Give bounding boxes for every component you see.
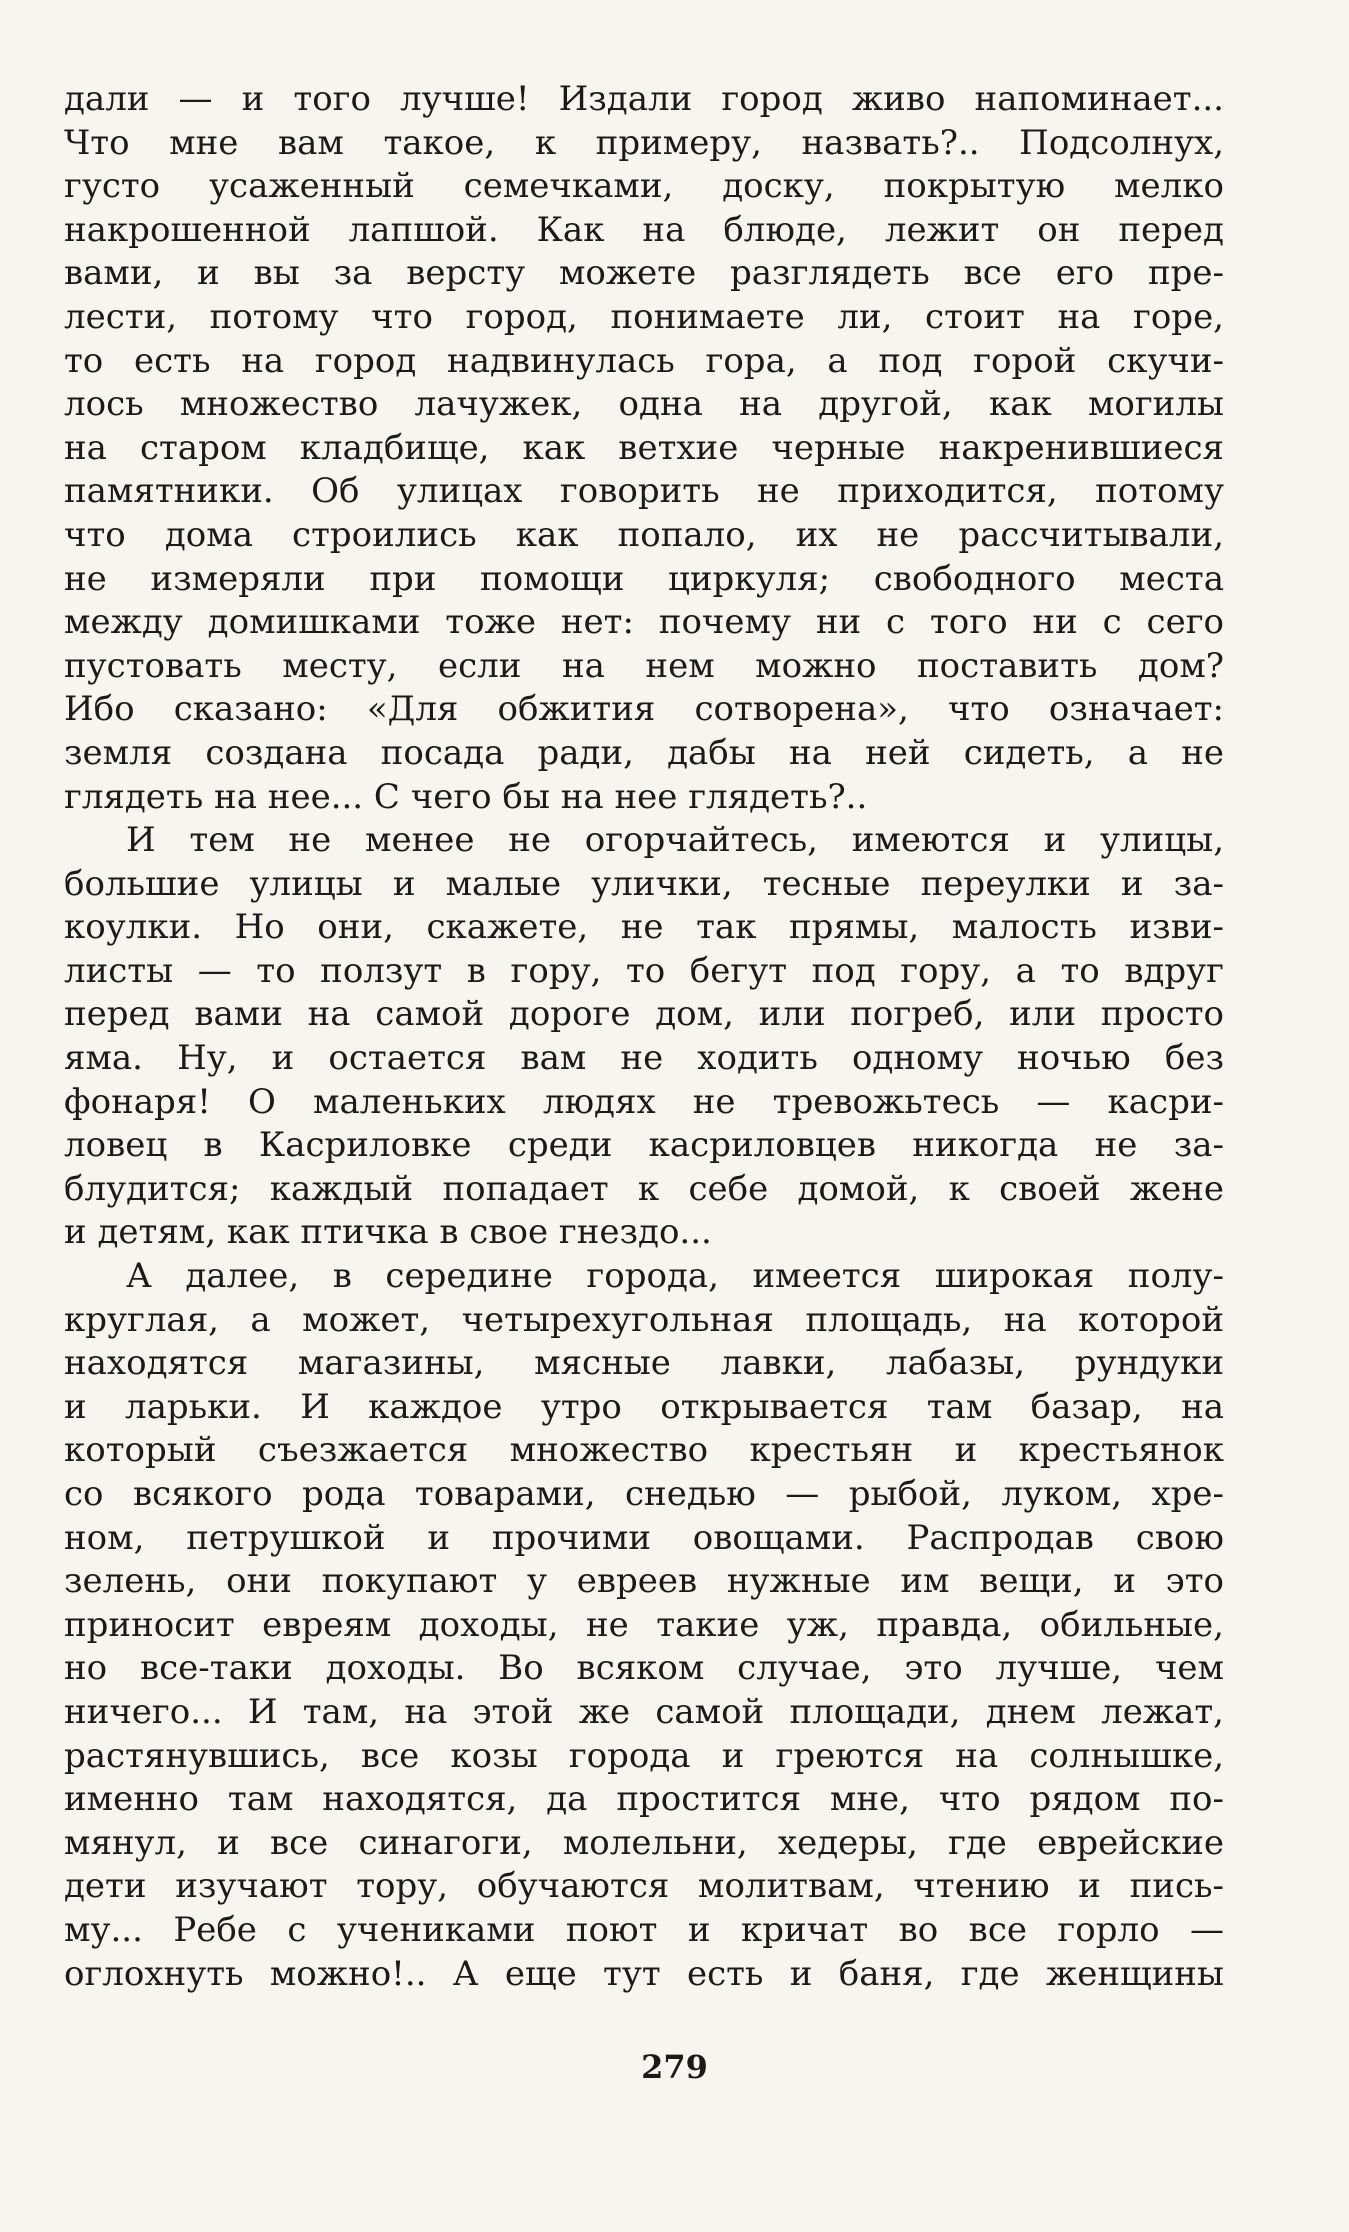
text-line: приносит евреям доходы, не такие уж, правда, обильные, (64, 1604, 1224, 1645)
text-line: круглая, а может, четырехугольная площадь, на которой (64, 1299, 1224, 1340)
text-line: именно там находятся, да простится мне, что рядом по- (64, 1779, 1224, 1820)
text-line: лось множество лачужек, одна на другой, как могилы (64, 384, 1224, 425)
text-line: оглохнуть можно!.. А еще тут есть и баня, где женщины (64, 1953, 1224, 1994)
text-line: густо усаженный семечками, доску, покрытую мелко (64, 166, 1224, 207)
paragraph (64, 78, 1224, 819)
text-line: А далее, в середине города, имеется широкая полу- (126, 1256, 1224, 1297)
text-line: дали — и того лучше! Издали город живо напоминает... (64, 79, 1224, 119)
text-line: коулки. Но они, скажете, не так прямы, малость изви- (64, 907, 1224, 948)
text-line: который съезжается множество крестьян и крестьянок (64, 1430, 1224, 1471)
text-line: глядеть на нее... С чего бы на нее глядеть?.. (64, 776, 868, 817)
paragraph (64, 819, 1224, 1255)
text-line: листы — то ползут в гору, то бегут под гору, а то вдруг (64, 950, 1224, 991)
text-line: памятники. Об улицах говорить не приходится, потому (64, 471, 1224, 512)
text-line: дети изучают тору, обучаются молитвам, чтению и пись- (64, 1866, 1224, 1907)
text-line: не измеряли при помощи циркуля; свободного места (64, 558, 1224, 599)
text-line: му... Ребе с учениками поют и кричат во все горло — (64, 1909, 1224, 1950)
text-line: Что мне вам такое, к примеру, назвать?.. Подсолнух, (64, 122, 1224, 163)
text-line: но все-таки доходы. Во всяком случае, это лучше, чем (64, 1648, 1224, 1689)
text-line: находятся магазины, мясные лавки, лабазы, рундуки (64, 1343, 1224, 1384)
page-body (64, 78, 1224, 1996)
text-line: на старом кладбище, как ветхие черные накренившиеся (64, 427, 1224, 468)
text-line: земля создана посада ради, дабы на ней сидеть, а не (64, 732, 1224, 773)
text-line: и ларьки. И каждое утро открывается там базар, на (64, 1386, 1224, 1427)
text-line: яма. Ну, и остается вам не ходить одному ночью без (64, 1038, 1224, 1079)
text-line: ловец в Касриловке среди касриловцев никогда не за- (64, 1125, 1224, 1166)
text-line: со всякого рода товарами, снедью — рыбой, луком, хре- (64, 1474, 1224, 1514)
text-line: блудится; каждый попадает к себе домой, к своей жене (64, 1168, 1224, 1209)
text-line: то есть на город надвинулась гора, а под горой скучи- (64, 340, 1224, 381)
text-line: ничего... И там, на этой же самой площади, днем лежат, (64, 1691, 1224, 1732)
text-line: И тем не менее не огорчайтесь, имеются и улицы, (126, 820, 1224, 861)
text-line: Ибо сказано: «Для обжития сотворена», что означает: (64, 689, 1224, 730)
text-line: вами, и вы за версту можете разглядеть все его пре- (64, 253, 1224, 294)
text-line: ном, петрушкой и прочими овощами. Распродав свою (64, 1517, 1224, 1558)
paragraph (64, 1255, 1224, 1996)
text-line: большие улицы и малые улички, тесные переулки и за- (64, 863, 1224, 904)
text-line: лести, потому что город, понимаете ли, стоит на горе, (64, 296, 1224, 337)
text-line: между домишками тоже нет: почему ни с того ни с сего (64, 602, 1224, 643)
text-line: зелень, они покупают у евреев нужные им вещи, и это (64, 1561, 1224, 1602)
text-line: и детям, как птичка в свое гнездо... (64, 1212, 712, 1253)
text-line: пустовать месту, если на нем можно поставить дом? (64, 645, 1224, 686)
text-line: перед вами на самой дороге дом, или погреб, или просто (64, 994, 1224, 1035)
text-line: фонаря! О маленьких людях не тревожьтесь — касри- (64, 1081, 1224, 1122)
text-line: накрошенной лапшой. Как на блюде, лежит он перед (64, 209, 1224, 250)
text-line: растянувшись, все козы города и греются на солнышке, (64, 1735, 1224, 1776)
text-line: что дома строились как попало, их не рассчитывали, (64, 514, 1224, 555)
text-line: мянул, и все синагоги, молельни, хедеры, где еврейские (64, 1822, 1224, 1863)
page-number: 279 (641, 2048, 708, 2086)
